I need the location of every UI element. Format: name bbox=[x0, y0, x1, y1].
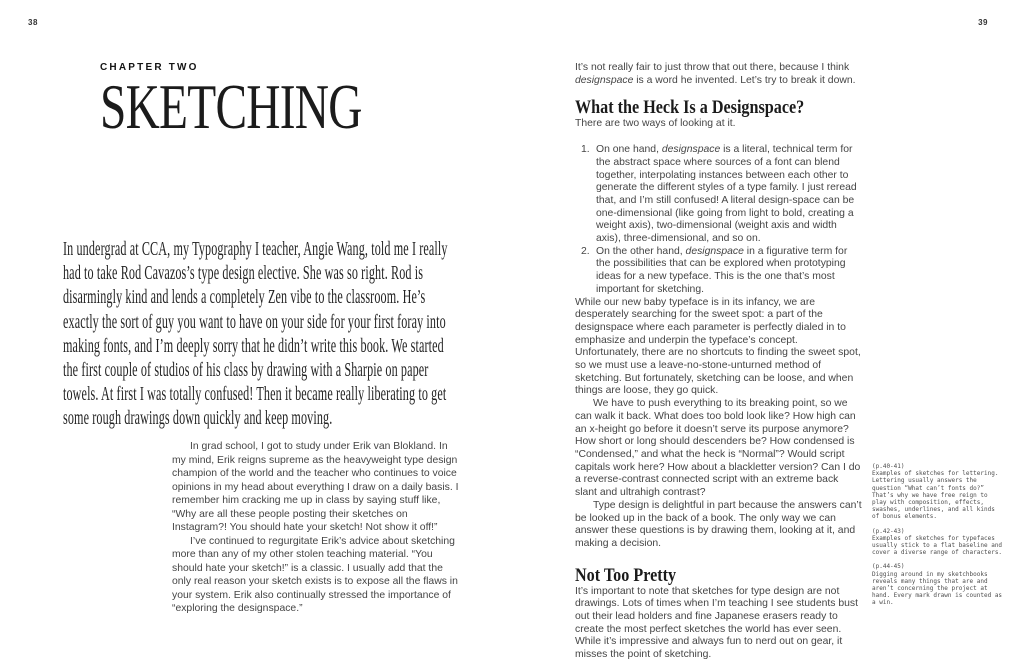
text-run: in a figurative term for the possibilities that can be explored when prototyping ideas for a new typeface. This is the one that’s most important for sketching. bbox=[596, 245, 848, 295]
right-page-main-column bbox=[575, 62, 863, 662]
list-number: 1. bbox=[581, 144, 590, 156]
text-run: On one hand, bbox=[596, 144, 662, 156]
list-number: 2. bbox=[581, 245, 590, 257]
margin-note-text: Examples of sketches for typefaces usually stick to a flat baseline and cover a diverse range of characters. bbox=[872, 534, 1003, 557]
list-item bbox=[581, 246, 863, 297]
page-number-left: 38 bbox=[28, 18, 38, 27]
chapter-label: CHAPTER TWO bbox=[100, 62, 199, 73]
body-paragraph: I’ve continued to regurgitate Erik’s advice about sketching more than any of my other stolen teaching material. “You should hate your sketch!” is a classic. I usually add that the only real reason your sketch exists is to expose all the flaws in your system. Erik also continually stressed the importance of “exploring the designspace.” bbox=[172, 535, 458, 614]
italic-term: designspace bbox=[661, 144, 721, 156]
italic-term: designspace bbox=[685, 245, 744, 257]
list-item-text bbox=[596, 246, 863, 297]
margin-note-ref: (p.42-43) bbox=[872, 527, 905, 535]
page-number-right: 39 bbox=[978, 18, 988, 27]
grad-school-paragraphs bbox=[172, 440, 462, 616]
text-run: On the other hand, bbox=[596, 245, 686, 257]
intro-paragraph: In undergrad at CCA, my Typography I teacher, Angie Wang, told me I really had to take Rod Cavazos’s type design elective. She was so right. Rod is disarmingly kind and lends a completely Zen vibe to the classroom. He’s exactly the sort of guy you want to have on your side for your first foray into making fonts, and I’m deeply sorry that he didn’t write this book. We started the first couple of studios of his class by drawing with a Sharpie on paper towels. At first I was totally confused! Then it became really liberating to get some rough drawings down quickly and keep moving. bbox=[63, 238, 448, 430]
chapter-heading-block bbox=[100, 62, 454, 142]
margin-note-ref: (p.44-45) bbox=[872, 563, 905, 571]
section-heading-designspace: What the Heck Is a Designspace? bbox=[575, 97, 805, 119]
text-run: is a word he invented. Let’s try to break it down. bbox=[633, 74, 856, 86]
body-paragraph: We have to push everything to its breaking point, so we can walk it back. What does too bold look like? How high can an x-height go before it doesn’t serve its purpose anymore? How short or long should descenders be? How condensed is “Condensed,” and what the heck is “Normal”? Would script capitals work here? How about a blackletter version? Can I do a reverse-contrast connected script with an extreme back slant and ultrahigh contrast? bbox=[575, 398, 861, 499]
margin-note-text: Digging around in my sketchbooks reveals many things that are and aren’t concerning the project at hand. Every mark drawn is counted as a win. bbox=[872, 570, 1003, 607]
margin-note bbox=[872, 528, 1004, 557]
margin-note-ref: (p.40-41) bbox=[872, 463, 905, 470]
text-run: is a literal, technical term for the abstract space where sources of a font can blend together, interpolating instances between each other to generate the different styles of a type family. I just reread that, and I’m still confused! A literal design-space can be one-dimensional (like going from light to bold, creating a weight axis), two-dimensional (weight axis and width axis), three-dimensional, and so on. bbox=[596, 144, 857, 245]
list-item-text bbox=[596, 144, 863, 246]
body-paragraph: While our new baby typeface is in its infancy, we are desperately searching for the sweet spot: a part of the designspace where each parameter is perfectly dialed in to emphasize and underpin the typeface’s concept. Unfortunately, there are no shortcuts to finding the sweet spot, so we must use a leave-no-stone-unturned method of sketching. But fortunately, sketching can be loose, and when things are loose, they go quick. bbox=[575, 296, 861, 397]
chapter-title: SKETCHING bbox=[100, 71, 362, 142]
margin-note bbox=[872, 463, 1004, 521]
margin-note-text: Examples of sketches for lettering. Lettering usually answers the question “What can’t fonts do?” That’s why we have free reign to play with composition, effects, swashes, underlines, and all kinds of bonus elements. bbox=[872, 470, 999, 521]
designspace-list bbox=[575, 144, 863, 296]
list-item bbox=[581, 144, 863, 246]
body-paragraph: In grad school, I got to study under Erik van Blokland. In my mind, Erik reigns supreme as the heavyweight type design champion of the world and the teacher who continues to voice opinions in my head about everything I draw on a daily basis. I remember him cracking me up in class by saying stuff like, “Why are all these people posting their sketches on Instagram?! You should hate your sketch! Not show it off!” bbox=[172, 441, 459, 533]
body-paragraph: It’s important to note that sketches for type design are not drawings. Lots of times when I’m teaching I see students bust out their lead holders and fine Japanese erasers ready to create the most perfect sketches the world has ever seen. While it’s impressive and always fun to nerd out on gear, it misses the point of sketching. bbox=[575, 585, 859, 661]
margin-notes bbox=[872, 463, 1004, 614]
right-intro-paragraph bbox=[575, 62, 863, 87]
margin-note bbox=[872, 563, 1004, 606]
section-subheading: There are two ways of looking at it. bbox=[575, 118, 736, 130]
text-run: It’s not really fair to just throw that out there, because I think bbox=[575, 62, 850, 73]
body-paragraph: Type design is delightful in part because the answers can’t be looked up in the back of a book. The only way we can answer these questions is by drawing them, looking at it, and making a decision. bbox=[575, 499, 862, 549]
section-heading-not-too-pretty: Not Too Pretty bbox=[575, 564, 677, 586]
italic-term: designspace bbox=[575, 74, 634, 86]
